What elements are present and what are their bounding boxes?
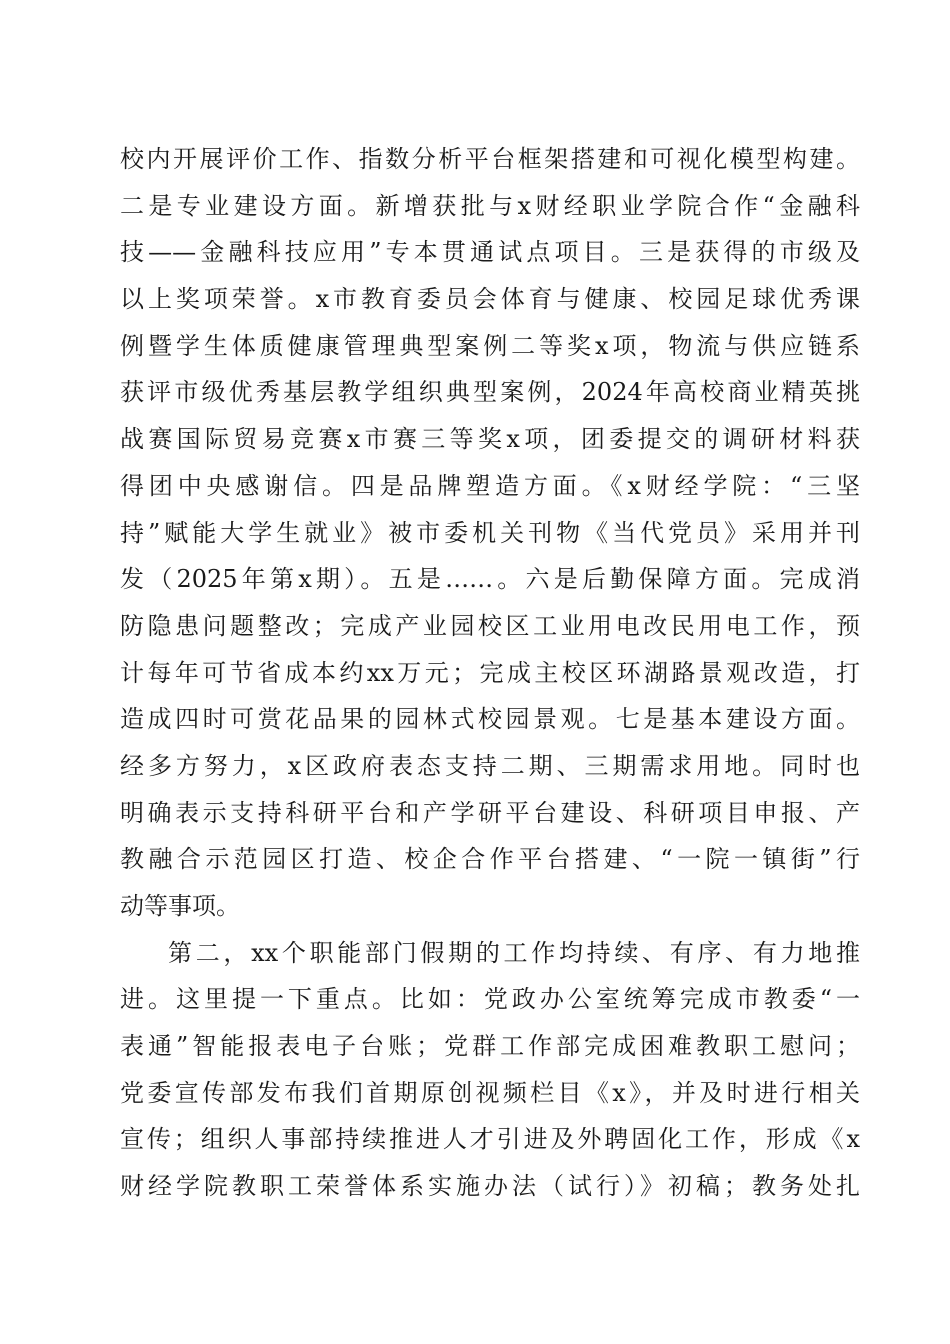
text-line: 防隐患问题整改；完成产业园校区工业用电改民用电工作，预 — [120, 611, 860, 640]
text-line: 进。这里提一下重点。比如：党政办公室统筹完成市教委“一 — [120, 985, 860, 1014]
text-line: 造成四时可赏花品果的园林式校园景观。七是基本建设方面。 — [120, 705, 860, 734]
text-line: 获评市级优秀基层教学组织典型案例，2024年高校商业精英挑 — [120, 378, 860, 407]
text-line: 动等事项。 — [120, 892, 240, 920]
text-line: 表通”智能报表电子台账；党群工作部完成困难教职工慰问； — [120, 1032, 860, 1061]
text-line: 持”赋能大学生就业》被市委机关刊物《当代党员》采用并刊 — [120, 518, 860, 547]
text-line: 宣传；组织人事部持续推进人才引进及外聘固化工作，形成《x — [120, 1125, 860, 1154]
body-text — [120, 136, 860, 1210]
text-line: 教融合示范园区打造、校企合作平台搭建、“一院一镇街”行 — [120, 845, 860, 874]
text-line: 发（2025年第x期）。五是……。六是后勤保障方面。完成消 — [120, 565, 860, 594]
text-line: 经多方努力，x区政府表态支持二期、三期需求用地。同时也 — [120, 751, 860, 780]
text-line: 战赛国际贸易竞赛x市赛三等奖x项，团委提交的调研材料获 — [120, 425, 860, 454]
text-line: 校内开展评价工作、指数分析平台框架搭建和可视化模型构建。 — [120, 145, 860, 173]
text-line: 以上奖项荣誉。x市教育委员会体育与健康、校园足球优秀课 — [120, 285, 860, 314]
text-line: 得团中央感谢信。四是品牌塑造方面。《x财经学院：“三坚 — [120, 471, 860, 500]
text-line: 财经学院教职工荣誉体系实施办法（试行）》初稿；教务处扎 — [120, 1172, 860, 1201]
text-line: 计每年可节省成本约xx万元；完成主校区环湖路景观改造，打 — [120, 658, 860, 687]
paragraph-first-line: 第二，xx个职能部门假期的工作均持续、有序、有力地推 — [168, 938, 860, 967]
text-line: 党委宣传部发布我们首期原创视频栏目《x》，并及时进行相关 — [120, 1078, 860, 1107]
text-line: 例暨学生体质健康管理典型案例二等奖x项，物流与供应链系 — [120, 331, 860, 360]
text-line: 技——金融科技应用”专本贯通试点项目。三是获得的市级及 — [120, 238, 860, 267]
text-line: 二是专业建设方面。新增获批与x财经职业学院合作“金融科 — [120, 191, 860, 220]
text-line: 明确表示支持科研平台和产学研平台建设、科研项目申报、产 — [120, 798, 860, 827]
